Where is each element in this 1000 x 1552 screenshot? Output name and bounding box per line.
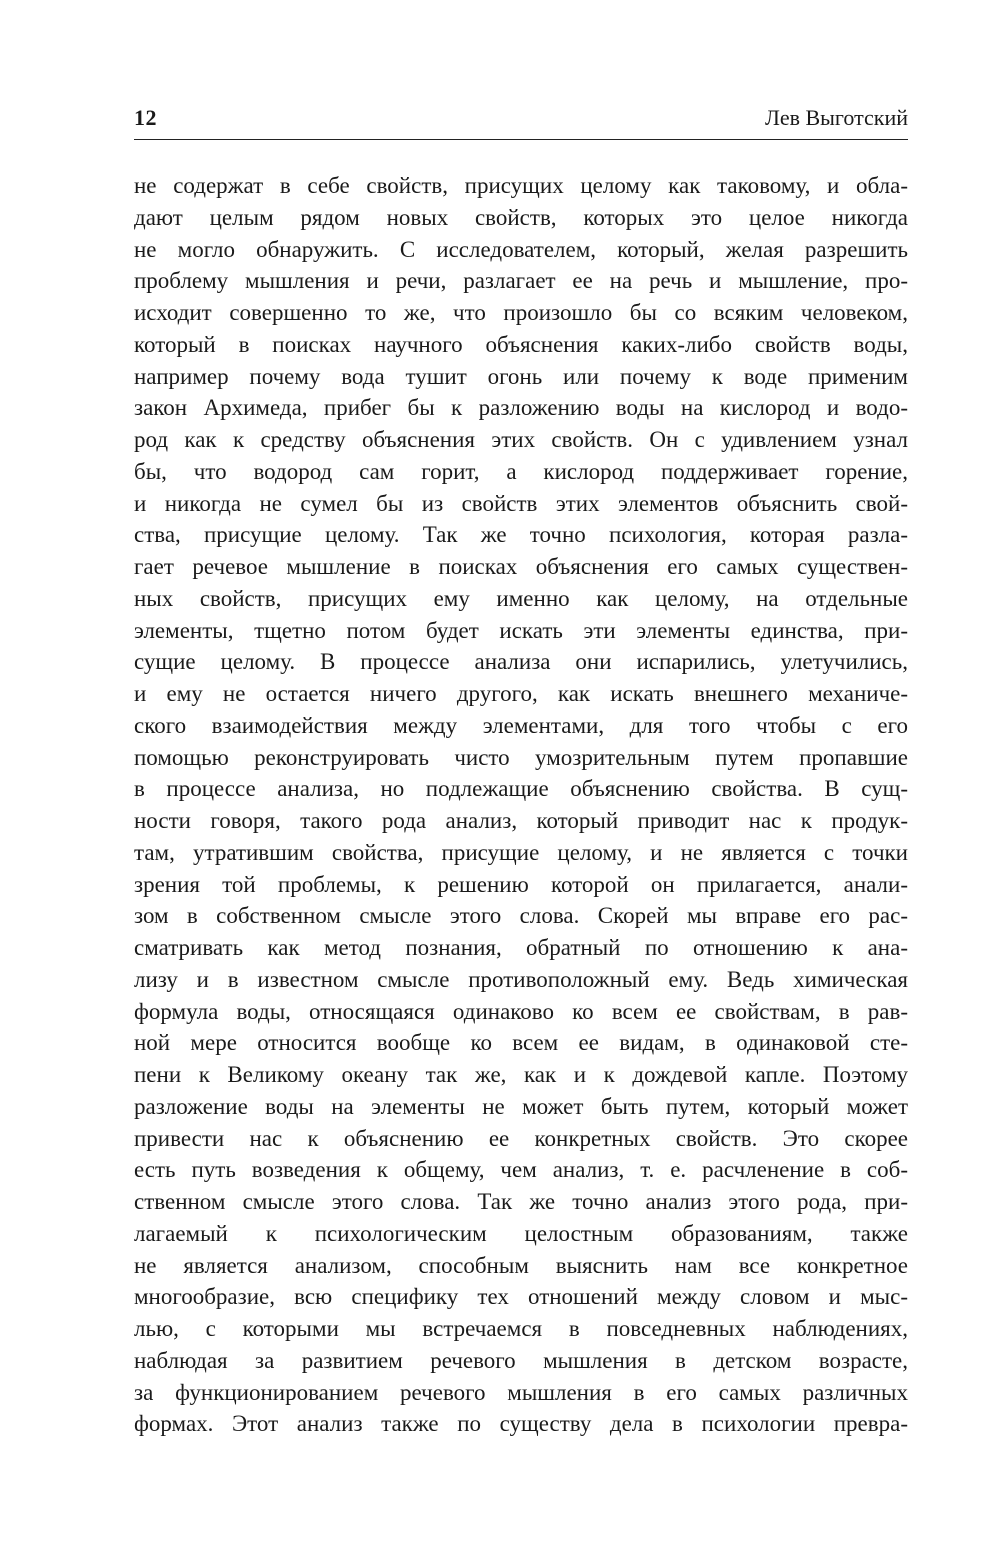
text-line: род как к средству объяснения этих свойств. Он с удивлением узнал — [134, 427, 908, 452]
text-line: наблюдая за развитием речевого мышления в детском возрасте, — [134, 1347, 908, 1373]
running-head-author: Лев Выготский — [765, 105, 908, 130]
text-line: гает речевое мышление в поисках объяснения его самых существен- — [134, 554, 908, 579]
text-line: формула воды, относящаяся одинаково ко всем ее свойствам, в рав- — [134, 998, 908, 1024]
text-line: зрения той проблемы, к решению которой он прилагается, анали- — [134, 871, 908, 897]
text-line: ственном смысле этого слова. Так же точно анализ этого рода, при- — [134, 1189, 908, 1214]
text-line: лью, с которыми мы встречаемся в повседневных наблюдениях, — [134, 1316, 908, 1341]
book-page — [134, 0, 908, 1552]
text-line: в процессе анализа, но подлежащие объяснению свойства. В сущ- — [134, 776, 908, 802]
text-line: там, утратившим свойства, присущие целому, и не является с точки — [134, 839, 908, 865]
page-header — [134, 103, 908, 140]
text-line: и никогда не сумел бы из свойств этих элементов объяснить свой- — [134, 490, 908, 516]
text-line: ности говоря, такого рода анализ, который приводит нас к продук- — [134, 808, 908, 833]
text-line: ной мере относится вообще ко всем ее видам, в одинаковой сте- — [134, 1030, 908, 1056]
text-line: пени к Великому океану так же, как и к дождевой капле. Поэтому — [134, 1062, 908, 1087]
text-line: ства, присущие целому. Так же точно психология, которая разла- — [134, 522, 908, 548]
text-line: который в поисках научного объяснения каких-либо свойств воды, — [134, 331, 908, 357]
text-line: привести нас к объяснению ее конкретных свойств. Это скорее — [134, 1125, 908, 1151]
text-line: разложение воды на элементы не может быть путем, который может — [134, 1093, 908, 1119]
text-line: проблему мышления и речи, разлагает ее на речь и мышление, про- — [134, 268, 908, 294]
body-text — [134, 170, 908, 1440]
text-line: зом в собственном смысле этого слова. Скорей мы вправе его рас- — [134, 903, 908, 929]
text-line: ных свойств, присущих ему именно как целому, на отдельные — [134, 585, 908, 611]
text-line: многообразие, всю специфику тех отношений между словом и мыс- — [134, 1284, 908, 1310]
text-line: лагаемый к психологическим целостным образованиям, также — [134, 1220, 908, 1246]
text-line: лизу и в известном смысле противоположный ему. Ведь химическая — [134, 966, 908, 992]
text-line: не является анализом, способным выяснить нам все конкретное — [134, 1252, 908, 1278]
text-line: дают целым рядом новых свойств, которых это целое никогда — [134, 204, 908, 230]
text-line: помощью реконструировать чисто умозрительным путем пропавшие — [134, 744, 908, 770]
text-line: за функционированием речевого мышления в его самых различных — [134, 1379, 908, 1405]
text-line: формах. Этот анализ также по существу дела в психологии превра- — [134, 1411, 908, 1437]
text-line: сущие целому. В процессе анализа они испарились, улетучились, — [134, 649, 908, 675]
text-line: бы, что водород сам горит, а кислород поддерживает горение, — [134, 458, 908, 484]
text-line: исходит совершенно то же, что произошло бы со всяким человеком, — [134, 300, 908, 325]
text-line: и ему не остается ничего другого, как искать внешнего механиче- — [134, 681, 908, 706]
text-line: ского взаимодействия между элементами, для того чтобы с его — [134, 712, 908, 738]
text-line: элементы, тщетно потом будет искать эти элементы единства, при- — [134, 617, 908, 643]
page-number: 12 — [134, 105, 157, 130]
text-line: сматривать как метод познания, обратный по отношению к ана- — [134, 935, 908, 960]
text-line: есть путь возведения к общему, чем анализ, т. е. расчленение в соб- — [134, 1157, 908, 1183]
text-line: например почему вода тушит огонь или почему к воде применим — [134, 363, 908, 389]
text-line: не содержат в себе свойств, присущих целому как таковому, и обла- — [134, 173, 908, 198]
text-line: закон Архимеда, прибег бы к разложению воды на кислород и водо- — [134, 395, 908, 421]
text-line: не могло обнаружить. С исследователем, который, желая разрешить — [134, 236, 908, 262]
